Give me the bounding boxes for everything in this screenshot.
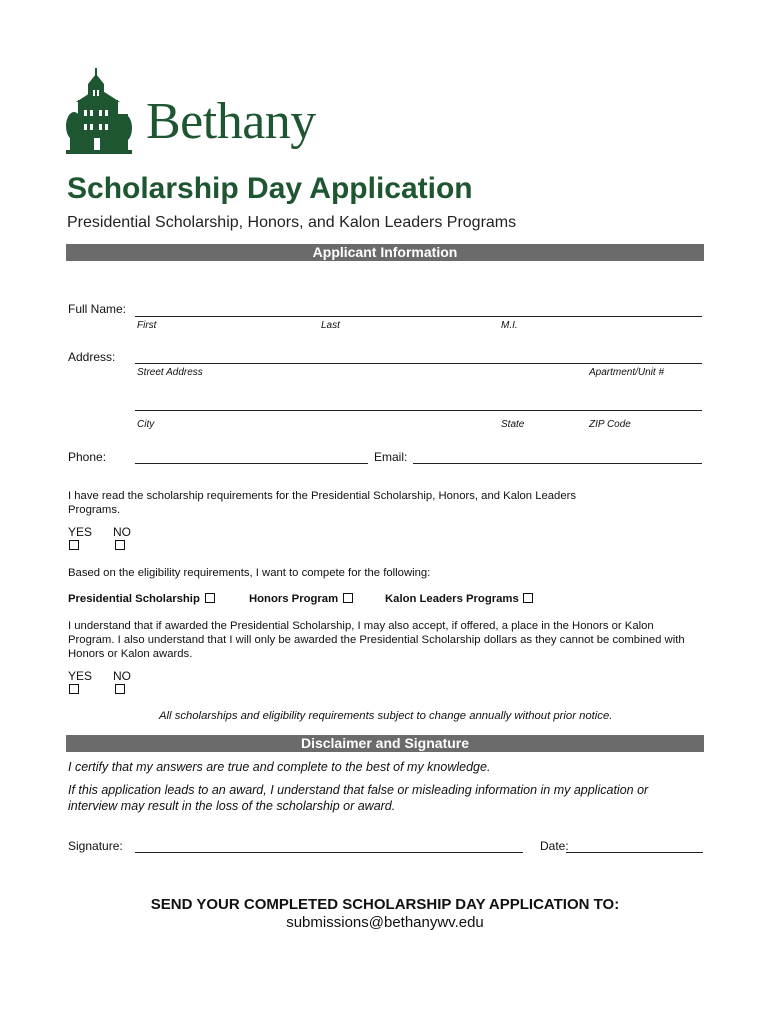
misleading-statement: If this application leads to an award, I understand that false or misleading information in my application or interview may result in the loss of the scholarship or award. (68, 783, 649, 813)
award-statement: I understand that if awarded the Presidential Scholarship, I may also accept, if offered, a place in the Honors or Kalon Program. I also understand that I will only be awarded the Presidential Scholarship dollars as they cannot be combined with Honors or Kalon awards. (68, 620, 685, 660)
last-caption: Last (321, 320, 340, 331)
certify-statement: I certify that my answers are true and complete to the best of my knowledge. (68, 760, 491, 774)
option-kalon-label: Kalon Leaders Programs (385, 593, 519, 605)
page-subtitle: Presidential Scholarship, Honors, and Kalon Leaders Programs (67, 214, 517, 231)
change-notice: All scholarships and eligibility requirements subject to change annually without prior notice. (159, 710, 613, 722)
signature-label: Signature: (68, 839, 123, 853)
zip-caption: ZIP Code (589, 419, 631, 430)
street-address-field[interactable] (135, 363, 702, 364)
first-caption: First (137, 320, 157, 331)
email-label: Email: (374, 450, 408, 464)
q1-yes-label: YES (68, 525, 93, 539)
mi-caption: M.I. (501, 320, 518, 331)
send-heading: SEND YOUR COMPLETED SCHOLARSHIP DAY APPLICATION TO: (150, 896, 620, 913)
q3-no-checkbox[interactable] (115, 684, 125, 694)
compete-statement: Based on the eligibility requirements, I want to compete for the following: (68, 567, 431, 579)
date-label: Date: (540, 839, 569, 853)
logo-wordmark: Bethany (146, 93, 316, 150)
option-kalon-checkbox[interactable] (523, 593, 533, 603)
street-caption: Street Address (137, 367, 203, 378)
address-label: Address: (68, 350, 116, 364)
phone-label: Phone: (68, 450, 107, 464)
q3-yes-label: YES (68, 669, 93, 683)
apt-caption: Apartment/Unit # (589, 367, 665, 378)
option-honors-label: Honors Program (249, 593, 339, 605)
q1-no-label: NO (113, 525, 131, 539)
submission-email-link[interactable]: submissions@bethanywv.edu (286, 914, 484, 931)
q1-yes-checkbox[interactable] (69, 540, 79, 550)
full-name-field[interactable] (135, 316, 702, 317)
section-bar-disclaimer: Disclaimer and Signature (66, 735, 704, 752)
q3-yes-checkbox[interactable] (69, 684, 79, 694)
full-name-label: Full Name: (68, 302, 127, 316)
page-title: Scholarship Day Application (67, 172, 473, 205)
city-caption: City (137, 419, 155, 430)
section-bar-applicant: Applicant Information (66, 244, 704, 261)
option-presidential-checkbox[interactable] (205, 593, 215, 603)
state-caption: State (501, 419, 525, 430)
requirements-statement: I have read the scholarship requirements for the Presidential Scholarship, Honors, and Kalon Leaders Programs. (68, 490, 577, 516)
option-honors-checkbox[interactable] (343, 593, 353, 603)
date-field[interactable] (566, 852, 703, 853)
logo (66, 66, 336, 158)
building-icon (66, 66, 132, 158)
email-field[interactable] (413, 463, 702, 464)
q1-no-checkbox[interactable] (115, 540, 125, 550)
signature-field[interactable] (135, 852, 523, 853)
q3-no-label: NO (113, 669, 131, 683)
option-presidential-label: Presidential Scholarship (68, 593, 200, 605)
phone-field[interactable] (135, 463, 368, 464)
city-state-zip-field[interactable] (135, 410, 702, 411)
